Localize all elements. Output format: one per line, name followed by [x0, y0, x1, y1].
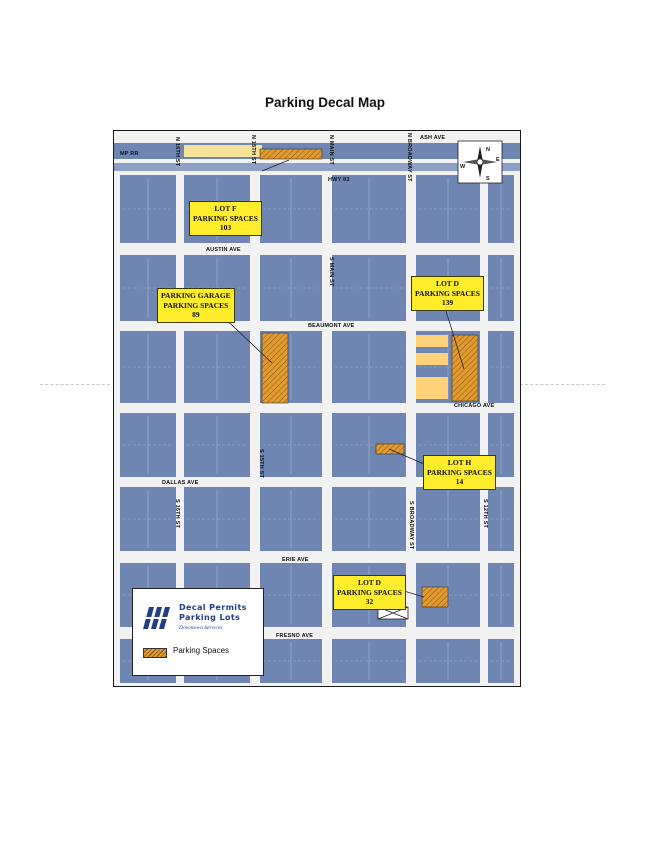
callout-garage-line3: 89	[192, 310, 200, 319]
lot-d-north-plain-3	[416, 377, 448, 399]
street-label-fresno-ave: FRESNO AVE	[276, 633, 314, 639]
callout-lot-d-north-line3: 139	[441, 298, 454, 307]
lot-d-north-parking	[452, 335, 478, 401]
street-label-erie-ave: ERIE AVE	[282, 557, 309, 563]
page-title: Parking Decal Map	[264, 95, 386, 110]
street-label-beaumont-ave: BEAUMONT AVE	[308, 323, 355, 329]
callout-lot-f	[189, 201, 262, 236]
street-label-s-16th-st: S 16TH ST	[174, 499, 180, 529]
lot-d-north-plain-1	[416, 335, 448, 347]
legend-title	[179, 603, 247, 623]
street-label-mp-rr: MP RR	[120, 151, 139, 157]
callout-garage-line1: PARKING GARAGE	[161, 291, 231, 300]
compass-w: W	[460, 164, 466, 170]
callout-lot-h-line2: PARKING SPACES	[427, 467, 492, 477]
legend-title-line2: Parking Lots	[179, 613, 241, 622]
lot-f-parking	[260, 149, 322, 159]
street-label-n-16th-st: N 16TH ST	[174, 137, 180, 167]
callout-lot-h-line3: 14	[455, 477, 464, 486]
street-label-ash-ave: ASH AVE	[420, 135, 446, 141]
street-label-n-broadway-st: N BROADWAY ST	[406, 133, 412, 182]
legend-parking-spaces-label: Parking Spaces	[173, 646, 230, 655]
street-label-n-main-st: N MAIN ST	[328, 135, 334, 165]
callout-lot-h	[423, 455, 496, 490]
callout-lot-d-north	[411, 276, 484, 311]
street-label-dallas-ave: DALLAS AVE	[162, 480, 199, 486]
compass-rose-icon	[458, 141, 502, 183]
callout-lot-d-south-line3: 32	[365, 597, 374, 606]
street-label-s-15th-st: S 15TH ST	[258, 449, 264, 479]
callout-lot-d-north-line2: PARKING SPACES	[415, 288, 480, 298]
map-legend	[132, 588, 264, 676]
scan-fold-line-right	[520, 384, 605, 385]
callout-lot-d-south	[333, 575, 406, 610]
callout-lot-d-north-line1: LOT D	[435, 279, 459, 288]
callout-lot-d-south-line1: LOT D	[357, 578, 381, 587]
callout-parking-garage	[157, 288, 235, 323]
street-label-n-15th-st: N 15TH ST	[250, 135, 256, 165]
callout-garage-line2: PARKING SPACES	[163, 300, 229, 310]
lot-d-south-parking	[422, 587, 448, 607]
street-label-s-main-st: S MAIN ST	[328, 257, 334, 287]
street-label-s-broadway-st: S BROADWAY ST	[408, 501, 414, 550]
scan-fold-line-left	[40, 384, 110, 385]
compass-n: N	[486, 147, 491, 153]
compass-e: E	[496, 157, 500, 163]
street-label-chicago-ave: CHICAGO AVE	[454, 403, 495, 409]
compass-s: S	[486, 176, 490, 182]
legend-subtitle: Downtown Services	[179, 625, 223, 631]
parking-spaces-swatch	[143, 648, 167, 658]
street-label-austin-ave: AUSTIN AVE	[206, 247, 241, 253]
lot-d-north-plain-2	[416, 353, 448, 365]
callout-lot-h-line1: LOT H	[447, 458, 472, 467]
street-label-s-12th-st: S 12TH ST	[482, 499, 488, 529]
legend-title-line1: Decal Permits	[179, 603, 247, 612]
callout-lot-d-south-line2: PARKING SPACES	[337, 587, 402, 597]
street-label-hwy-83: HWY 83	[328, 177, 350, 183]
parking-garage-lot	[262, 333, 288, 403]
callout-lot-f-line1: LOT F	[214, 204, 237, 213]
department-logo-icon	[139, 605, 175, 629]
callout-lot-f-line2: PARKING SPACES	[193, 213, 258, 223]
callout-lot-f-line3: 103	[219, 223, 232, 232]
